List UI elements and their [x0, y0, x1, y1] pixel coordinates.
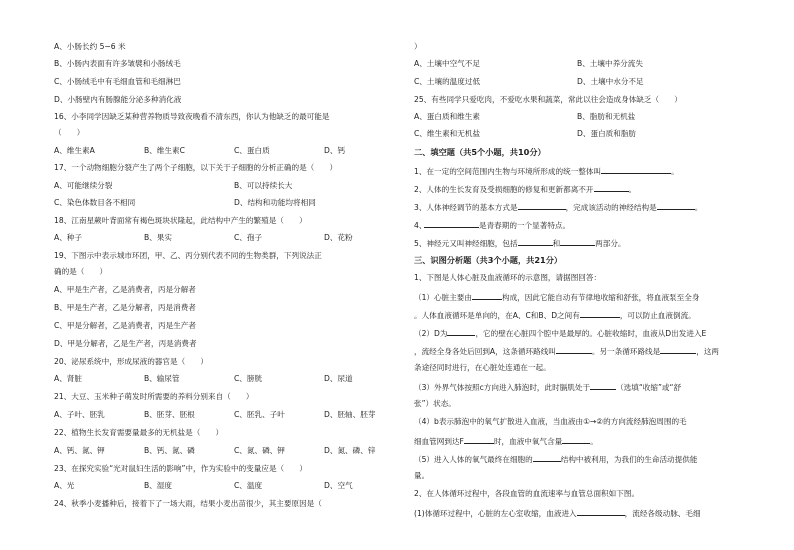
q23-option-a: A、光: [54, 481, 75, 490]
q19-option-c: C、甲是分解者，乙是消费者，丙是生产者: [54, 321, 196, 330]
diagram-q1-2: [414, 327, 706, 339]
fill-4-text: 是青春期的一个显著特点。: [479, 221, 571, 230]
diagram-q1-3-cont: 张”）状态。: [414, 399, 456, 408]
q16-text: 16、小李同学因缺乏某种营养物质导致夜晚看不清东西，你认为他缺乏的最可能是: [54, 112, 330, 121]
fill-3-text: 3、人体神经调节的基本方式是: [414, 203, 518, 212]
diagram-q1-2-end: 条途径同时进行，在心脏处连通在一起。: [414, 363, 551, 372]
q20-option-b: B、输尿管: [144, 374, 180, 383]
q21-option-c: C、胚乳、子叶: [234, 410, 285, 419]
q25-option-d: D、蛋白质和脂肪: [577, 129, 637, 138]
fill-5-end: 两部分。: [595, 239, 626, 248]
diagram-q1-1-cont: [414, 309, 696, 321]
q25-option-a: A、蛋白质和维生素: [414, 112, 480, 121]
diagram-q1-1-text-2: 构成，因此它能自动有节律地收缩和舒张，将血液泵至全身: [502, 293, 700, 302]
q24-option-b: B、土壤中养分流失: [577, 59, 643, 68]
q16-option-d: D、钙: [324, 146, 346, 155]
diagram-q1-4-cont-text-3: 。: [590, 437, 598, 446]
fill-5: [414, 237, 626, 249]
diagram-q1-2-cont-text-3: ，这两: [696, 347, 720, 356]
diagram-q1-4-blank[interactable]: [464, 435, 494, 444]
q25-option-c: C、维生素和无机盐: [414, 129, 481, 138]
q15-option-a: A、小肠长约 5~6 米: [54, 42, 126, 51]
diagram-q1-3: [414, 381, 681, 393]
q19-text-cont: 确的是（ ）: [54, 267, 108, 276]
diagram-q1-3-text: （3）外界气体按照c方向进入肺泡时，此时膈肌处于: [414, 383, 591, 392]
diagram-q1-4-blank-2[interactable]: [562, 435, 590, 444]
diagram-q1-2-blank-2[interactable]: [556, 345, 592, 354]
diagram-q1-4-cont-text-2: 时，血液中氧气含量: [493, 437, 563, 446]
diagram-q2-1-text-2: ，流经各级动脉、毛细: [624, 509, 701, 518]
q25-text: 25、有些同学只爱吃肉，不爱吃水果和蔬菜，常此以往会造成身体缺乏（ ）: [414, 95, 682, 104]
q17-option-d: D、结构和功能均将相同: [234, 198, 316, 207]
fill-2-end: 。: [628, 185, 637, 194]
fill-5-text: 5、神经元又叫神经细胞，包括: [414, 239, 518, 248]
diagram-q1-4-cont: [414, 435, 598, 447]
q21-option-a: A、子叶、胚乳: [54, 410, 105, 419]
diagram-q1-1-blank-2[interactable]: [580, 309, 620, 318]
diagram-q2-1-text: (1)体循环过程中，心脏的左心室收缩，血液进入: [414, 509, 577, 518]
q15-option-c: C、小肠绒毛中有毛细血管和毛细淋巴: [54, 77, 181, 86]
q17-option-a: A、可能继续分裂: [54, 181, 113, 190]
q16-option-c: C、蛋白质: [234, 146, 270, 155]
fill-3: [414, 201, 702, 213]
q16-option-a: A、维生素A: [54, 146, 95, 155]
fill-3-blank-1[interactable]: [518, 201, 566, 210]
q19-text: 19、下图示中表示城市环团，甲、乙、丙分别代表不同的生物类群，下列说法正: [54, 251, 322, 260]
q24-paren: ）: [414, 42, 422, 51]
diagram-q1-4-cont-text: 细血管网到达F: [414, 437, 464, 446]
q22-option-d: D、氮、磷、锌: [324, 446, 376, 455]
diagram-q1-2-blank-3[interactable]: [660, 345, 696, 354]
q23-option-d: D、空气: [324, 481, 353, 490]
q17-option-c: C、染色体数目各不相同: [54, 198, 136, 207]
diagram-q1-4: （4）b表示肺泡中的氧气扩散进入血液，当血液由①→②的方向流经肺泡周围的毛: [414, 417, 687, 426]
q16-paren: （ ）: [54, 128, 85, 137]
q24-text: 24、秋季小麦播种后，接着下了一场大雨，结果小麦出苗很少，其主要原因是（: [54, 499, 322, 508]
fill-2: [414, 183, 636, 195]
q24-option-d: D、土壤中水分不足: [577, 77, 644, 86]
q19-option-b: B、甲是生产者，乙是分解者，丙是消费者: [54, 303, 196, 312]
q16-option-b: B、维生素C: [144, 146, 185, 155]
q24-option-c: C、土壤的温度过低: [414, 77, 481, 86]
diagram-q1-1-blank[interactable]: [472, 291, 502, 300]
diagram-q1-2-cont: [414, 345, 719, 357]
q22-option-a: A、钙、氮、钾: [54, 446, 105, 455]
q18-option-c: C、孢子: [234, 233, 263, 242]
q20-option-d: D、尿道: [324, 374, 353, 383]
q23-text: 23、在探究实验“光对鼠妇生活的影响”中，作为实验中的变量应是（ ）: [54, 464, 307, 473]
diagram-q1-2-cont-text: ，流经全身各处后回到A，这条循环路线叫: [414, 347, 556, 356]
q21-option-d: D、胚轴、胚芽: [324, 410, 376, 419]
q17-text: 17、一个动物细胞分裂产生了两个子细胞，以下关于子细胞的分析正确的是（ ）: [54, 163, 338, 172]
diagram-q1-1: [414, 291, 699, 303]
q22-option-c: C、氮、磷、钾: [234, 446, 285, 455]
q18-option-d: D、花粉: [324, 233, 353, 242]
q18-option-a: A、种子: [54, 233, 82, 242]
diagram-q2-1-blank[interactable]: [577, 507, 625, 516]
fill-4-number: 4、: [414, 221, 427, 230]
fill-5-blank-2[interactable]: [560, 237, 595, 246]
fill-4: [414, 219, 570, 231]
diagram-q1-2-text: （2）D为: [414, 329, 448, 338]
diagram-q1-5-text: （5）进入人体的氧气最终在细胞的: [414, 455, 533, 464]
diagram-q1-1-text: （1）心脏主要由: [414, 293, 472, 302]
diagram-q2-intro: 2、在人体循环过程中，各段血管的血流速率与血管总面积如下图。: [414, 489, 640, 498]
q17-option-b: B、可以持续长大: [234, 181, 293, 190]
q19-option-a: A、甲是生产者，乙是消费者，丙是分解者: [54, 285, 196, 294]
fill-3-end: 。: [694, 203, 703, 212]
diagram-q1-5-text-2: 结构中被利用，为我们的生命活动提供能: [560, 455, 698, 464]
fill-5-mid: 和: [552, 239, 561, 248]
q23-option-b: B、湿度: [144, 481, 172, 490]
fill-1-blank[interactable]: [601, 165, 671, 174]
diagram-q1-3-text-2: （选填“收缩”或“舒: [616, 383, 682, 392]
q18-option-b: B、果实: [144, 233, 172, 242]
diagram-q1-2-blank[interactable]: [447, 327, 475, 336]
q15-option-d: D、小肠壁内有肠腺能分泌多种消化液: [54, 95, 182, 104]
diagram-q1-5: [414, 453, 697, 465]
diagram-q1-intro: 1、下图是人体心脏及血液循环的示意图，请据图回答：: [414, 273, 602, 282]
q20-text: 20、泌尿系统中，形成尿液的器官是（ ）: [54, 357, 208, 366]
q24-option-a: A、土壤中空气不足: [414, 59, 480, 68]
fill-4-blank[interactable]: [424, 219, 479, 228]
fill-2-text: 2、人体的生长发育及受损细胞的修复和更新都离不开: [414, 185, 594, 194]
fill-3-blank-2[interactable]: [657, 201, 695, 210]
q18-text: 18、江南星蕨叶背面常有褐色斑块状隆起，此结构中产生的繁殖是（ ）: [54, 216, 307, 225]
diagram-q1-2-cont-text-2: 。另一条循环路线是: [591, 347, 661, 356]
fill-5-blank-1[interactable]: [518, 237, 553, 246]
q23-option-c: C、温度: [234, 481, 263, 490]
fill-2-blank[interactable]: [594, 183, 629, 192]
q20-option-a: A、肾脏: [54, 374, 82, 383]
q25-option-b: B、脂肪和无机盐: [577, 112, 636, 121]
diagram-q1-5-blank[interactable]: [533, 453, 561, 462]
diagram-q1-5-cont: 量。: [414, 471, 430, 480]
q21-option-b: B、胚芽、胚根: [144, 410, 195, 419]
diagram-q2-1: [414, 507, 701, 519]
q22-text: 22、植物生长发育需要量最多的无机盐是（ ）: [54, 428, 224, 437]
q19-option-d: D、甲是分解者，乙是生产者，丙是消费者: [54, 339, 197, 348]
diagram-q1-3-blank[interactable]: [590, 381, 616, 390]
q21-text: 21、大豆、玉米种子萌发时所需要的养料分别来自（ ）: [54, 392, 254, 401]
diagram-q1-2-text-2: ，它的壁在心脏四个腔中是最厚的。心脏收缩时，血液从D出发进入E: [475, 329, 707, 338]
q22-option-b: B、钙、氮、磷: [144, 446, 195, 455]
diagram-q1-1-cont-text: 。人体血液循环是单向的，在A、C和B、D之间有: [414, 311, 580, 320]
fill-1-end: 。: [671, 167, 679, 176]
fill-1-text: 1、在一定的空间范围内生物与环境所形成的统一整体叫: [414, 167, 602, 176]
section-diagram-title: 三、识图分析题（共3个小题，共21分）: [414, 255, 563, 265]
fill-3-mid: ，完成该活动的神经结构是: [565, 203, 657, 212]
q20-option-c: C、膀胱: [234, 374, 263, 383]
q15-option-b: B、小肠内表面有许多皱襞和小肠绒毛: [54, 59, 181, 68]
section-fill-in-title: 二、填空题（共5个小题，共10分）: [414, 147, 546, 157]
fill-1: [414, 165, 679, 177]
diagram-q1-1-cont-text-2: ，可以防止血液倒流。: [619, 311, 696, 320]
